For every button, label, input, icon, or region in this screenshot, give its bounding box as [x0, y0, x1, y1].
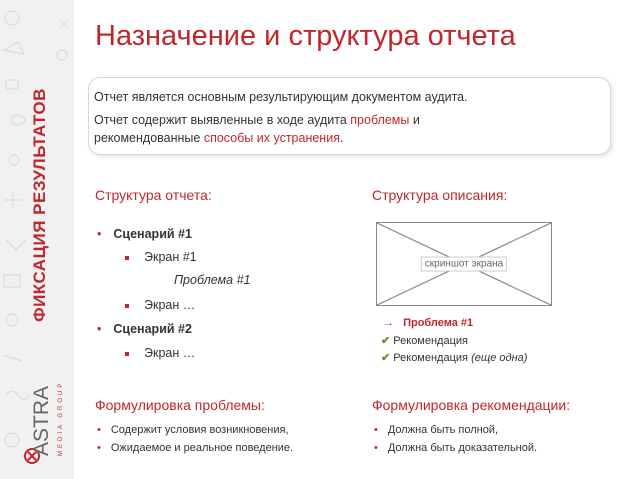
problem-wording-heading: Формулировка проблемы: — [95, 397, 265, 413]
intro-line-2: Отчет содержит выявленные в ходе аудита проблемы и рекомендованные способы их устранения. — [94, 113, 420, 145]
svg-text:ASTRA: ASTRA — [30, 385, 53, 456]
screenshot-placeholder — [376, 222, 552, 306]
recommendation-line: ✔ Рекомендация — [381, 335, 468, 347]
list-item: • Сценарий #2 — [97, 322, 192, 336]
list-item: • Должна быть доказательной. — [374, 442, 538, 454]
sidebar-strip — [0, 0, 74, 479]
list-item: • Должна быть полной, — [374, 424, 499, 436]
screenshot-label: скриншот экрана — [421, 257, 507, 272]
list-item: Проблема #1 — [174, 273, 251, 287]
recommendation-wording-heading: Формулировка рекомендации: — [372, 397, 571, 413]
report-structure-heading: Структура отчета: — [95, 187, 212, 203]
intro-line-1: Отчет является основным результирующим документом аудита. — [94, 90, 468, 104]
recommendation-line: ✔ Рекомендация (еще одна) — [381, 352, 528, 364]
description-structure-heading: Структура описания: — [372, 187, 508, 203]
list-item: • Сценарий #1 — [97, 227, 192, 241]
check-icon: ✔ — [381, 352, 391, 364]
page-title: Назначение и структура отчета — [95, 20, 516, 52]
list-item: Экран #1 — [125, 250, 197, 264]
vertical-section-title: ФИКСАЦИЯ РЕЗУЛЬТАТОВ — [30, 88, 49, 322]
list-item: • Ожидаемое и реальное поведение. — [97, 442, 294, 454]
square-bullet-icon — [125, 256, 129, 260]
svg-text:MEDIA GROUP: MEDIA GROUP — [58, 380, 64, 456]
astra-logo — [22, 368, 70, 468]
square-bullet-icon — [125, 352, 129, 356]
check-icon: ✔ — [381, 335, 391, 347]
square-bullet-icon — [125, 304, 129, 308]
problem-line: → Проблема #1 — [383, 317, 474, 329]
list-item: Экран … — [125, 346, 195, 360]
intro-callout — [88, 77, 611, 155]
arrow-icon: → — [383, 317, 394, 329]
list-item: Экран … — [125, 298, 195, 312]
list-item: • Содержит условия возникновения, — [97, 424, 289, 436]
